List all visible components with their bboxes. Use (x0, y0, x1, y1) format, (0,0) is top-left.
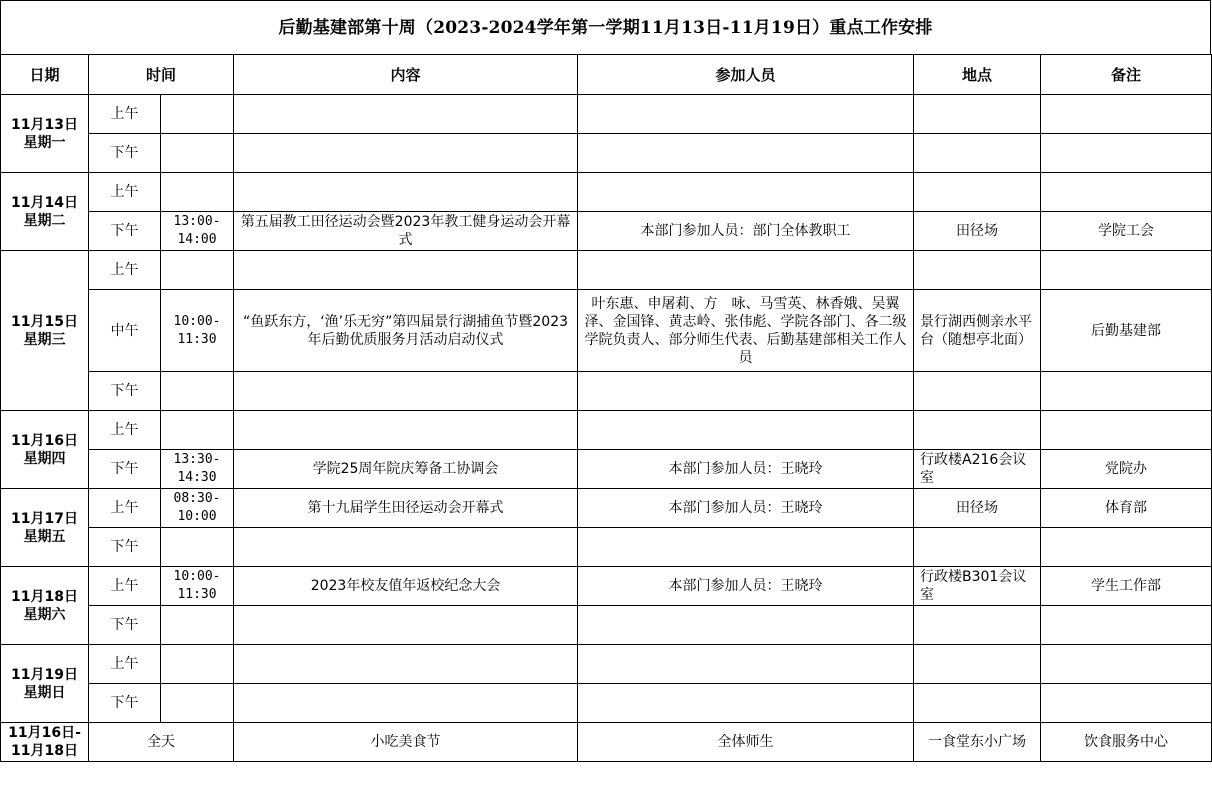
location-cell (914, 684, 1041, 723)
location-cell: 行政楼B301会议室 (914, 567, 1041, 606)
weekday-label: 星期三 (23, 331, 66, 348)
period-cell: 上午 (89, 411, 161, 450)
participants-cell: 本部门参加人员：王晓玲 (578, 450, 914, 489)
time-end: 14:00 (177, 232, 217, 247)
participants-cell: 叶东惠、申屠莉、方 咏、马雪英、林香娥、吴翼泽、金国锋、黄志岭、张伟彪、学院各部门、各二级学院负责人、部分师生代表、后勤基建部相关工作人员 (578, 290, 914, 372)
time-cell (161, 372, 234, 411)
content-cell (234, 645, 578, 684)
date-label: 11月15日 (11, 313, 78, 330)
location-cell (914, 95, 1041, 134)
special-location-cell: 一食堂东小广场 (914, 723, 1041, 762)
period-cell: 上午 (89, 489, 161, 528)
table-row (1, 372, 1212, 411)
location-cell (914, 528, 1041, 567)
time-cell (161, 411, 234, 450)
table-row (1, 528, 1212, 567)
special-time-cell: 全天 (89, 723, 234, 762)
content-cell (234, 173, 578, 212)
date-label: 11月18日 (11, 588, 78, 605)
date-cell (1, 489, 89, 567)
location-cell: 田径场 (914, 489, 1041, 528)
weekday-label: 星期五 (23, 528, 66, 545)
time-end: 14:30 (177, 470, 217, 485)
content-cell (234, 411, 578, 450)
time-start: 13:00- (173, 214, 221, 229)
remark-cell (1041, 528, 1212, 567)
remark-cell (1041, 372, 1212, 411)
remark-cell: 体育部 (1041, 489, 1212, 528)
header-remark: 备注 (1041, 55, 1212, 95)
period-cell: 上午 (89, 95, 161, 134)
remark-cell (1041, 645, 1212, 684)
content-cell: 第十九届学生田径运动会开幕式 (234, 489, 578, 528)
time-cell (161, 173, 234, 212)
time-end: 11:30 (177, 331, 217, 347)
content-cell: 2023年校友值年返校纪念大会 (234, 567, 578, 606)
location-cell (914, 134, 1041, 173)
period-cell: 下午 (89, 684, 161, 723)
time-cell (161, 212, 234, 251)
time-cell (161, 567, 234, 606)
remark-cell (1041, 251, 1212, 290)
remark-cell (1041, 95, 1212, 134)
participants-cell: 本部门参加人员：王晓玲 (578, 567, 914, 606)
time-end: 10:00 (177, 509, 217, 524)
date-label: 11月17日 (11, 510, 78, 527)
weekday-label: 星期六 (23, 606, 66, 623)
location-cell: 田径场 (914, 212, 1041, 251)
table-row (1, 606, 1212, 645)
content-cell (234, 134, 578, 173)
content-cell: 学院25周年院庆筹备工协调会 (234, 450, 578, 489)
special-date-end: 11月18日 (11, 743, 78, 759)
table-row (1, 95, 1212, 134)
time-start: 10:00- (173, 313, 221, 329)
time-start: 08:30- (173, 491, 221, 506)
time-cell (161, 645, 234, 684)
content-cell (234, 606, 578, 645)
participants-cell (578, 95, 914, 134)
table-row (1, 290, 1212, 372)
remark-cell: 学生工作部 (1041, 567, 1212, 606)
schedule-table (0, 54, 1212, 762)
date-label: 11月16日 (11, 432, 78, 449)
period-cell: 上午 (89, 645, 161, 684)
content-cell (234, 528, 578, 567)
period-cell: 下午 (89, 528, 161, 567)
location-cell (914, 411, 1041, 450)
table-row (1, 489, 1212, 528)
content-cell (234, 372, 578, 411)
special-content-cell: 小吃美食节 (234, 723, 578, 762)
table-row (1, 173, 1212, 212)
content-cell (234, 95, 578, 134)
participants-cell (578, 528, 914, 567)
special-participants-cell: 全体师生 (578, 723, 914, 762)
table-row (1, 411, 1212, 450)
period-cell: 下午 (89, 134, 161, 173)
remark-cell: 学院工会 (1041, 212, 1212, 251)
weekday-label: 星期日 (23, 684, 66, 701)
table-row (1, 645, 1212, 684)
date-label: 11月13日 (11, 116, 78, 133)
period-cell: 下午 (89, 450, 161, 489)
time-cell (161, 528, 234, 567)
date-cell (1, 95, 89, 173)
time-cell (161, 134, 234, 173)
special-remark-cell: 饮食服务中心 (1041, 723, 1212, 762)
weekday-label: 星期四 (23, 450, 66, 467)
period-cell: 上午 (89, 251, 161, 290)
location-cell (914, 251, 1041, 290)
participants-cell (578, 251, 914, 290)
participants-cell (578, 606, 914, 645)
time-cell (161, 606, 234, 645)
period-cell: 下午 (89, 606, 161, 645)
table-row (1, 567, 1212, 606)
header-row (1, 55, 1212, 95)
table-row (1, 251, 1212, 290)
content-cell: “鱼跃东方，‘渔’乐无穷”第四届景行湖捕鱼节暨2023年后勤优质服务月活动启动仪式 (234, 290, 578, 372)
period-cell: 上午 (89, 173, 161, 212)
time-cell (161, 290, 234, 372)
remark-cell (1041, 173, 1212, 212)
date-cell (1, 173, 89, 251)
remark-cell: 党院办 (1041, 450, 1212, 489)
header-content: 内容 (234, 55, 578, 95)
participants-cell: 本部门参加人员：王晓玲 (578, 489, 914, 528)
header-time: 时间 (89, 55, 234, 95)
participants-cell (578, 173, 914, 212)
header-date: 日期 (1, 55, 89, 95)
time-cell (161, 684, 234, 723)
content-cell (234, 251, 578, 290)
special-date-start: 11月16日- (8, 725, 81, 741)
special-date-cell (1, 723, 89, 762)
remark-cell (1041, 684, 1212, 723)
participants-cell (578, 645, 914, 684)
page-title: 后勤基建部第十周（2023-2024学年第一学期11月13日-11月19日）重点工作安排 (0, 0, 1211, 54)
time-cell (161, 251, 234, 290)
participants-cell (578, 411, 914, 450)
period-cell: 上午 (89, 567, 161, 606)
table-row (1, 134, 1212, 173)
date-label: 11月14日 (11, 194, 78, 211)
remark-cell (1041, 134, 1212, 173)
date-cell (1, 567, 89, 645)
participants-cell (578, 372, 914, 411)
location-cell: 景行湖西侧亲水平台（随想亭北面） (914, 290, 1041, 372)
table-row (1, 450, 1212, 489)
location-cell (914, 645, 1041, 684)
time-cell (161, 489, 234, 528)
period-cell: 下午 (89, 372, 161, 411)
table-row (1, 212, 1212, 251)
location-cell (914, 173, 1041, 212)
table-row (1, 684, 1212, 723)
weekday-label: 星期二 (23, 212, 66, 229)
remark-cell (1041, 411, 1212, 450)
period-cell: 中午 (89, 290, 161, 372)
date-cell (1, 251, 89, 411)
header-participants: 参加人员 (578, 55, 914, 95)
weekday-label: 星期一 (23, 134, 66, 151)
date-cell (1, 645, 89, 723)
remark-cell: 后勤基建部 (1041, 290, 1212, 372)
date-label: 11月19日 (11, 666, 78, 683)
time-start: 13:30- (173, 452, 221, 467)
header-location: 地点 (914, 55, 1041, 95)
time-start: 10:00- (173, 569, 221, 584)
participants-cell (578, 684, 914, 723)
time-end: 11:30 (177, 587, 217, 602)
participants-cell: 本部门参加人员：部门全体教职工 (578, 212, 914, 251)
location-cell (914, 606, 1041, 645)
location-cell: 行政楼A216会议室 (914, 450, 1041, 489)
special-row (1, 723, 1212, 762)
date-cell (1, 411, 89, 489)
location-cell (914, 372, 1041, 411)
remark-cell (1041, 606, 1212, 645)
time-cell (161, 450, 234, 489)
content-cell (234, 684, 578, 723)
period-cell: 下午 (89, 212, 161, 251)
content-cell: 第五届教工田径运动会暨2023年教工健身运动会开幕式 (234, 212, 578, 251)
participants-cell (578, 134, 914, 173)
time-cell (161, 95, 234, 134)
